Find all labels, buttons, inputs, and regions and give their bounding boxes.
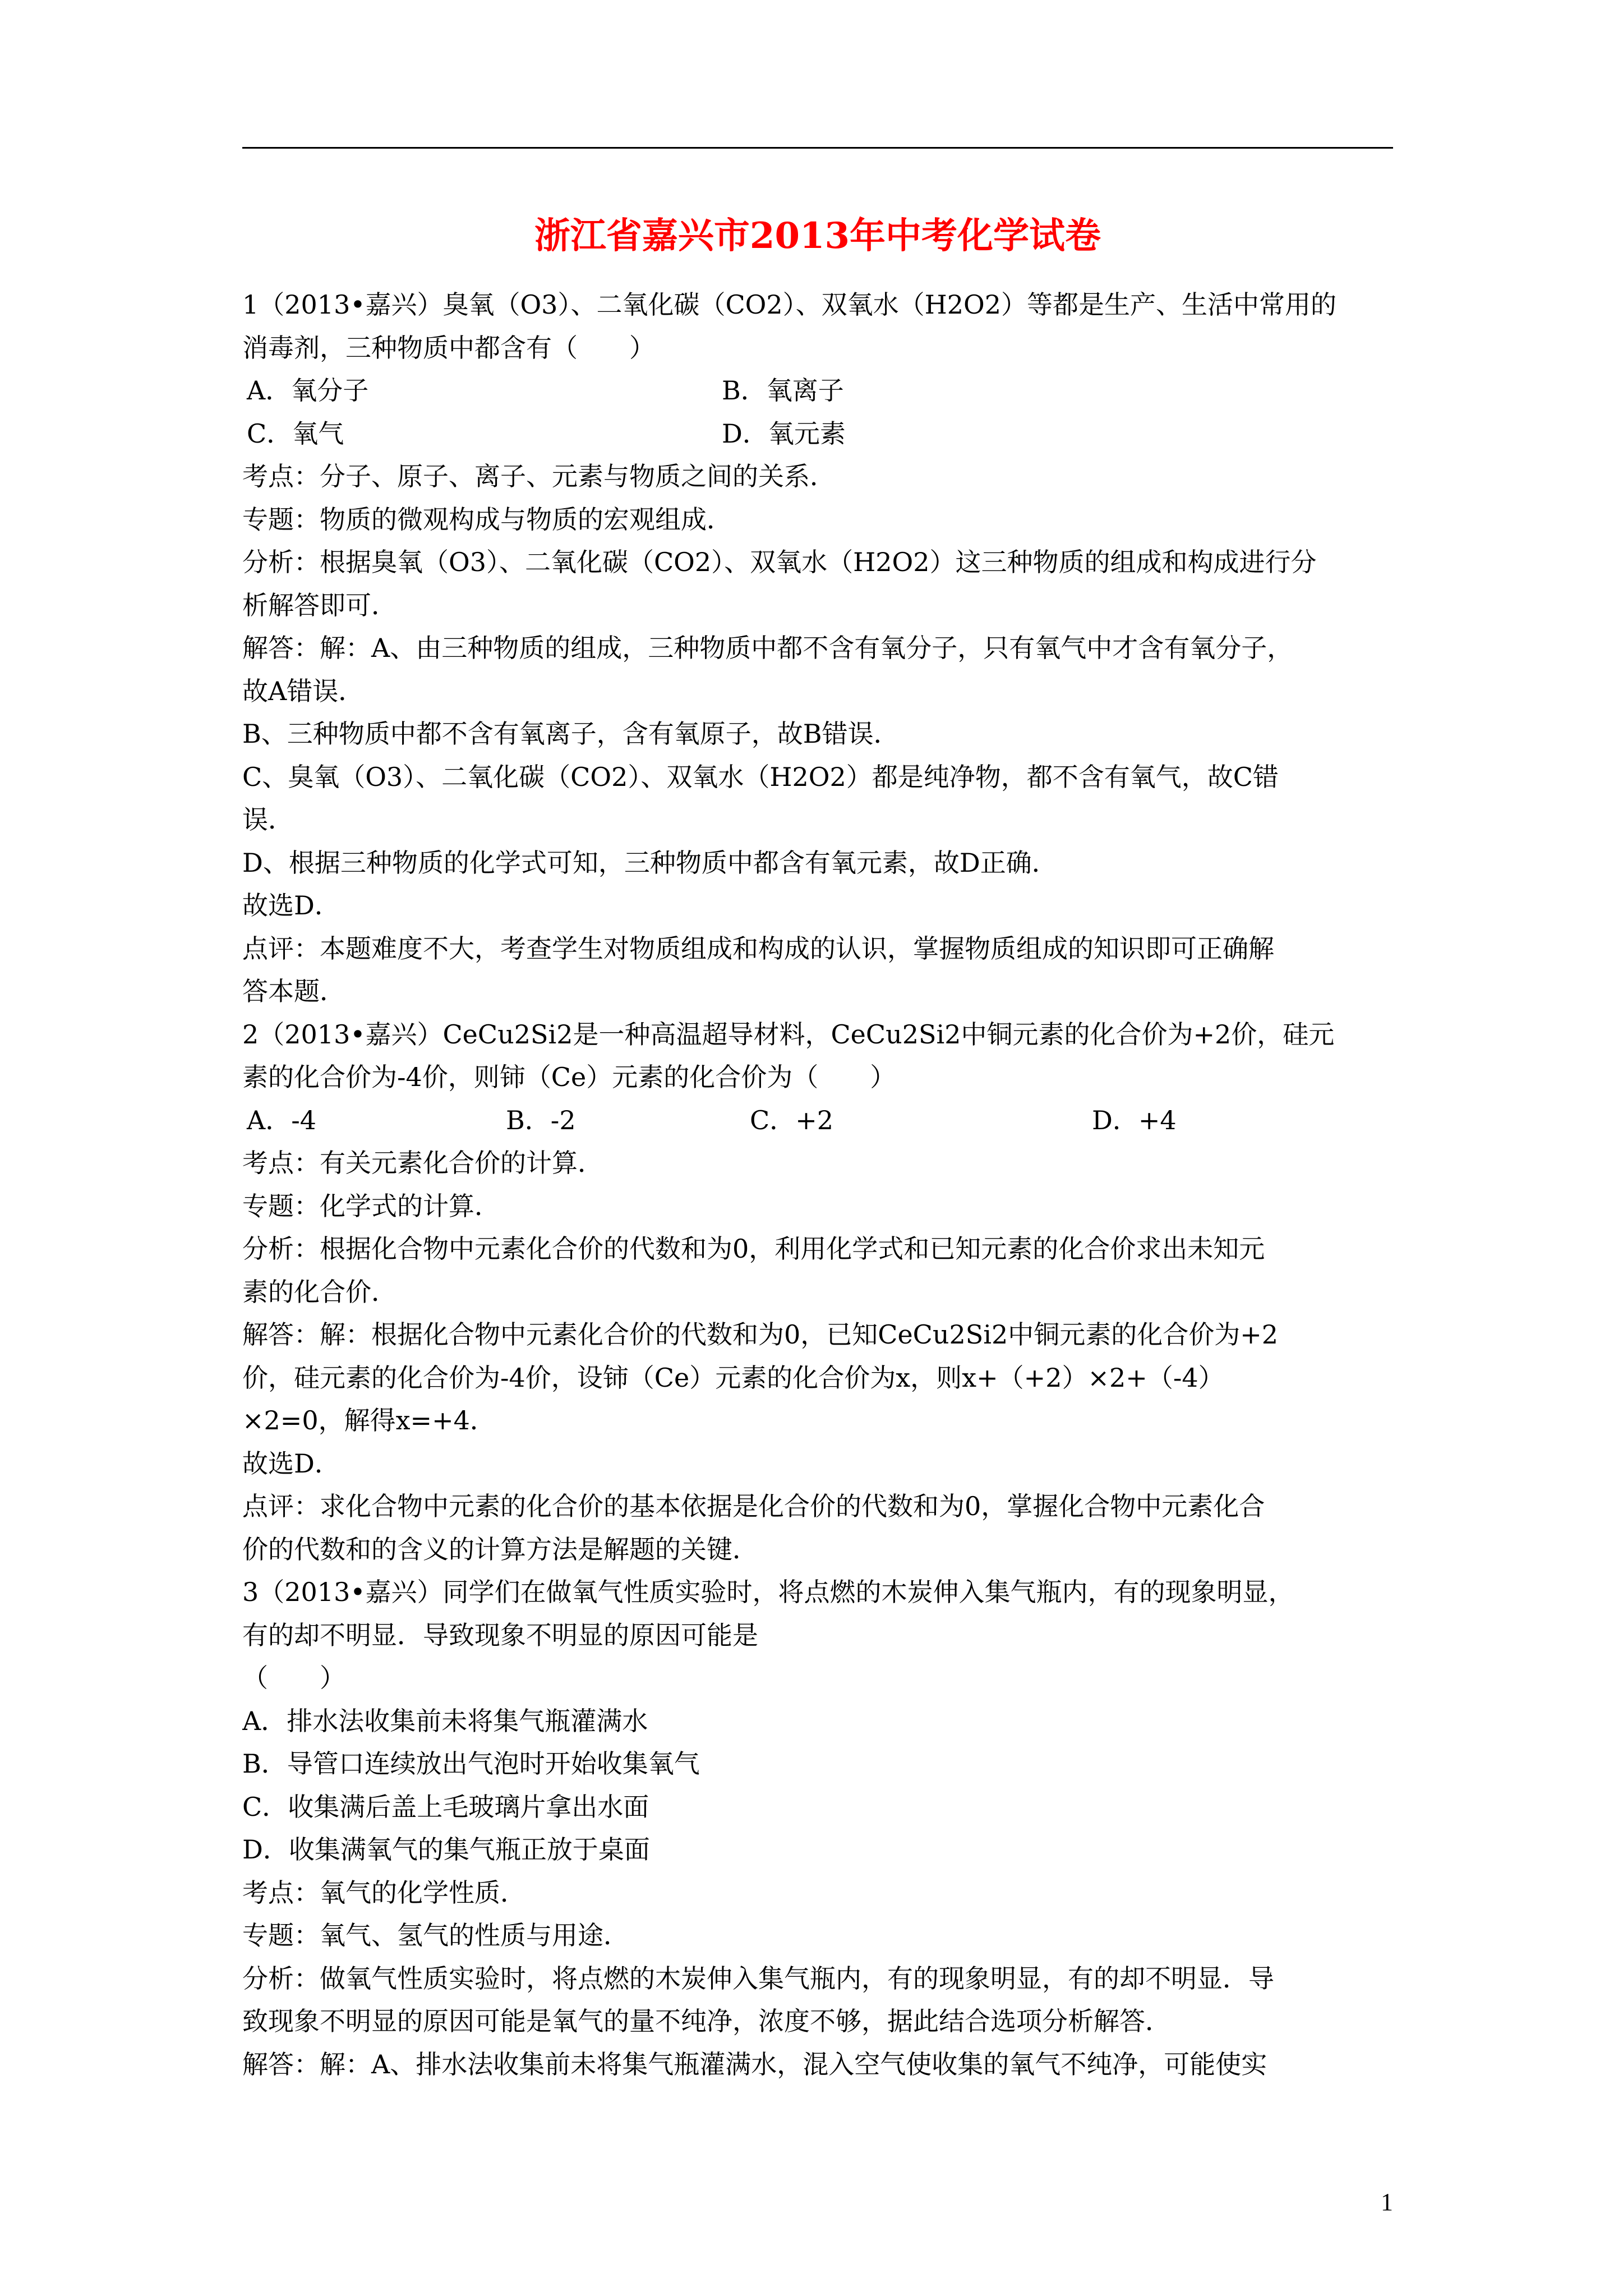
jieda: 故选D． — [242, 890, 340, 921]
question-stem: 消毒剂，三种物质中都含有（ ） — [242, 332, 655, 363]
option-d: D．氧元素 — [722, 418, 846, 449]
fenxi: 分析：做氧气性质实验时，将点燃的木炭伸入集气瓶内，有的现象明显，有的却不明显．导 — [242, 1963, 1274, 1994]
jieda: C、臭氧（O3）、二氧化碳（CO2）、双氧水（H2O2）都是纯净物，都不含有氧气，故C错 — [242, 761, 1279, 792]
jieda: 误． — [242, 804, 294, 835]
dianping: 价的代数和的含义的计算方法是解题的关键． — [242, 1534, 758, 1565]
option-b: B．导管口连续放出气泡时开始收集氧气 — [242, 1749, 700, 1779]
dianping: 点评：本题难度不大，考查学生对物质组成和构成的认识，掌握物质组成的知识即可正确解 — [242, 933, 1274, 964]
jieda: B、三种物质中都不含有氧离子，含有氧原子，故B错误． — [242, 719, 900, 749]
jieda: 故A错误． — [242, 675, 365, 706]
fenxi: 分析：根据化合物中元素化合价的代数和为0，利用化学式和已知元素的化合价求出未知元 — [242, 1234, 1265, 1264]
question-1 — [242, 283, 1393, 1013]
option-b: B．-2 — [506, 1105, 576, 1135]
page-title: 浙江省嘉兴市2013年中考化学试卷 — [534, 215, 1101, 257]
kaodian: 考点：分子、原子、离子、元素与物质之间的关系． — [242, 461, 836, 491]
jieda: ×2=0，解得x=+4． — [242, 1405, 496, 1435]
jieda: 解答：解：根据化合物中元素化合价的代数和为0，已知CeCu2Si2中铜元素的化合价为+2 — [242, 1319, 1279, 1350]
zhuanti: 专题：化学式的计算． — [242, 1190, 500, 1221]
jieda: 故选D． — [242, 1448, 340, 1479]
fenxi: 致现象不明显的原因可能是氧气的量不纯净，浓度不够，据此结合选项分析解答． — [242, 2006, 1171, 2036]
question-3 — [242, 1571, 1393, 2086]
header-rule — [242, 147, 1393, 149]
kaodian: 考点：氧气的化学性质． — [242, 1877, 526, 1908]
jieda: 价，硅元素的化合价为-4价，设铈（Ce）元素的化合价为x，则x+（+2）×2+（-4） — [242, 1362, 1224, 1393]
jieda: 解答：解：A、由三种物质的组成，三种物质中都不含有氧分子，只有氧气中才含有氧分子， — [242, 633, 1293, 663]
question-2 — [242, 1013, 1393, 1571]
question-stem: 2（2013•嘉兴）CeCu2Si2是一种高温超导材料，CeCu2Si2中铜元素的化合价为+2价，硅元 — [242, 1019, 1335, 1050]
option-row — [242, 369, 1393, 412]
kaodian: 考点：有关元素化合价的计算． — [242, 1148, 603, 1178]
zhuanti: 专题：物质的微观构成与物质的宏观组成． — [242, 504, 732, 535]
option-c: C．+2 — [750, 1105, 834, 1135]
zhuanti: 专题：氧气、氢气的性质与用途． — [242, 1920, 629, 1950]
option-c: C．收集满后盖上毛玻璃片拿出水面 — [242, 1791, 649, 1822]
fenxi: 素的化合价． — [242, 1276, 397, 1307]
question-stem: （ ） — [242, 1663, 345, 1693]
fenxi: 分析：根据臭氧（O3）、二氧化碳（CO2）、双氧水（H2O2）这三种物质的组成和构成进行分 — [242, 547, 1317, 577]
option-row — [242, 412, 1393, 455]
option-d: D．收集满氧气的集气瓶正放于桌面 — [242, 1834, 650, 1865]
option-row — [242, 1099, 1393, 1142]
option-d: D．+4 — [1092, 1105, 1177, 1135]
question-stem: 素的化合价为-4价，则铈（Ce）元素的化合价为（ ） — [242, 1062, 896, 1092]
question-stem: 1（2013•嘉兴）臭氧（O3）、二氧化碳（CO2）、双氧水（H2O2）等都是生产、生活中常用的 — [242, 289, 1336, 320]
dianping: 答本题． — [242, 976, 345, 1006]
option-a: A．排水法收集前未将集气瓶灌满水 — [242, 1705, 648, 1736]
option-c: C．氧气 — [247, 418, 344, 449]
fenxi: 析解答即可． — [242, 590, 397, 620]
option-a: A．-4 — [247, 1105, 317, 1135]
question-stem: 有的却不明显．导致现象不明显的原因可能是 — [242, 1619, 758, 1650]
document-body — [242, 283, 1393, 2086]
option-b: B．氧离子 — [722, 375, 844, 406]
question-stem: 3（2013•嘉兴）同学们在做氧气性质实验时，将点燃的木炭伸入集气瓶内，有的现象明显， — [242, 1577, 1294, 1607]
page-number: 1 — [1381, 2188, 1393, 2216]
jieda: D、根据三种物质的化学式可知，三种物质中都含有氧元素，故D正确． — [242, 847, 1058, 878]
jieda: 解答：解：A、排水法收集前未将集气瓶灌满水，混入空气使收集的氧气不纯净，可能使实 — [242, 2049, 1267, 2079]
option-a: A．氧分子 — [247, 375, 369, 406]
dianping: 点评：求化合物中元素的化合价的基本依据是化合价的代数和为0，掌握化合物中元素化合 — [242, 1491, 1265, 1521]
